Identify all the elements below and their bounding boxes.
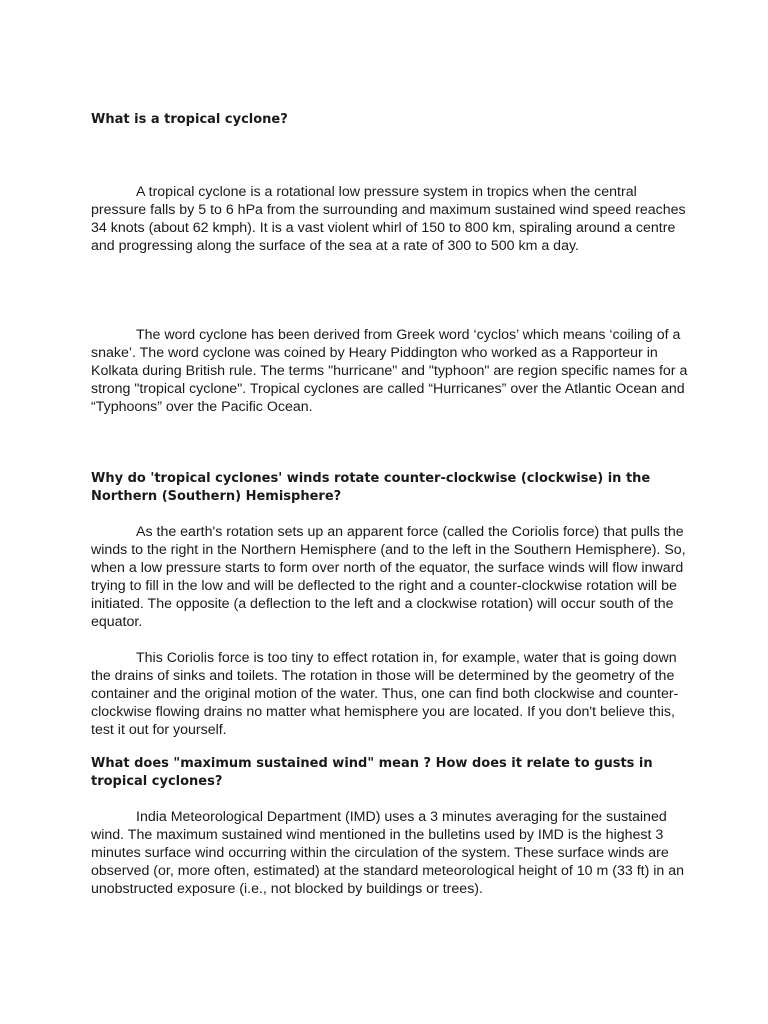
- heading-max-sustained-wind: What does "maximum sustained wind" mean ? How does it relate to gusts in tropical cyclones?: [91, 756, 653, 789]
- heading-rotation-direction: Why do 'tropical cyclones' winds rotate counter-clockwise (clockwise) in the Northern (Southern) Hemisphere?: [91, 471, 651, 504]
- paragraph-etymology: The word cyclone has been derived from Greek word ‘cyclos’ which means ‘coiling of a snake’. The word cyclone was coined by Heary Piddington who worked as a Rapporteur in Kolkata during British rule. The terms "hurricane" and "typhoon" are region specific names for a strong "tropical cyclone". Tropical cyclones are called “Hurricanes” over the Atlantic Ocean and “Typhoons” over the Pacific Ocean.: [91, 327, 688, 415]
- paragraph-definition: A tropical cyclone is a rotational low pressure system in tropics when the central pressure falls by 5 to 6 hPa from the surrounding and maximum sustained wind speed reaches 34 knots (about 62 kmph). It is a vast violent whirl of 150 to 800 km, spiraling around a centre and progressing along the surface of the sea at a rate of 300 to 500 km a day.: [91, 184, 686, 254]
- heading-what-is-tropical-cyclone: What is a tropical cyclone?: [91, 112, 288, 127]
- paragraph-drains: This Coriolis force is too tiny to effect rotation in, for example, water that is going down the drains of sinks and toilets. The rotation in those will be determined by the geometry of the container and the original motion of the water. Thus, one can find both clockwise and counter-clockwise flowing drains no matter what hemisphere you are located. If you don't believe this, test it out for yourself.: [91, 650, 679, 738]
- paragraph-coriolis: As the earth's rotation sets up an apparent force (called the Coriolis force) that pulls the winds to the right in the Northern Hemisphere (and to the left in the Southern Hemisphere). So, when a low pressure starts to form over north of the equator, the surface winds will flow inward trying to fill in the low and will be deflected to the right and a counter-clockwise rotation will be initiated. The opposite (a deflection to the left and a clockwise rotation) will occur south of the equator.: [91, 524, 686, 630]
- paragraph-imd-averaging: India Meteorological Department (IMD) uses a 3 minutes averaging for the sustained wind. The maximum sustained wind mentioned in the bulletins used by IMD is the highest 3 minutes surface wind occurring within the circulation of the system. These surface winds are observed (or, more often, estimated) at the standard meteorological height of 10 m (33 ft) in an unobstructed exposure (i.e., not blocked by buildings or trees).: [91, 809, 685, 897]
